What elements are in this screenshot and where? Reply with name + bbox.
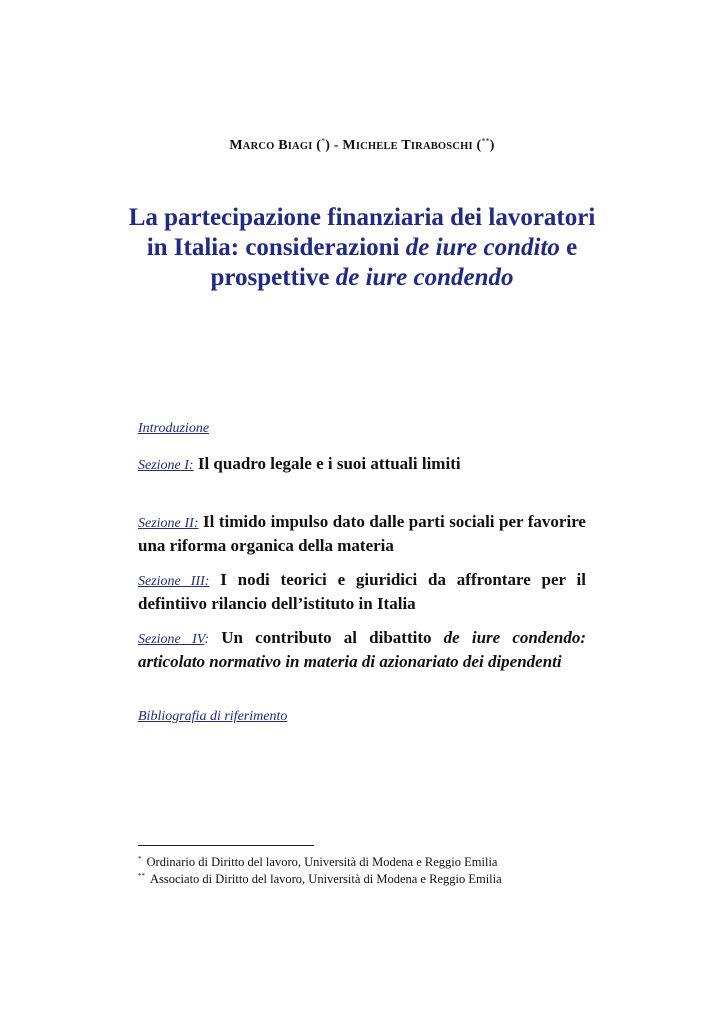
sezione-1-title: Il quadro legale e i suoi attuali limiti — [193, 454, 461, 473]
sezione-4-title-italic: de iure condendo: articolato normativo in materia di azionariato dei dipendenti — [138, 628, 587, 671]
title-line-2-plain: in Italia: considerazioni — [146, 234, 406, 261]
footnote-1 — [138, 854, 598, 871]
sezione-3-link[interactable]: Sezione III: — [138, 574, 210, 589]
author1-last-initial: B — [278, 138, 288, 153]
author2-first-rest: ICHELE — [355, 141, 398, 152]
title-line-1: La partecipazione finanziaria dei lavoratori — [128, 204, 596, 231]
footnote-2-marker: ** — [138, 871, 145, 880]
toc-section-4 — [138, 627, 586, 674]
title-line-3 — [110, 263, 614, 293]
author1-marker-close: ) — [325, 138, 331, 153]
toc-section-2 — [138, 511, 586, 558]
author2-first-initial: M — [342, 138, 356, 153]
authors-separator: - — [330, 138, 343, 153]
sezione-2-link[interactable]: Sezione II: — [138, 516, 199, 531]
title-line-3-plain: prospettive — [210, 264, 336, 291]
document-title — [110, 203, 614, 293]
sezione-3-title: I nodi teorici e giuridici da affrontare per il defintiivo rilancio dell’istituto in Italia — [138, 570, 586, 613]
bibliografia-link[interactable]: Bibliografia di riferimento — [138, 709, 288, 724]
author1-last-rest: IAGI — [287, 141, 313, 152]
toc-section-1 — [138, 454, 586, 474]
author2-marker-close: ) — [489, 138, 495, 153]
author1-first-initial: M — [229, 138, 243, 153]
author1-marker-open: ( — [312, 138, 322, 153]
author1-first-rest: ARCO — [242, 141, 275, 152]
author2-marker-open: ( — [472, 138, 482, 153]
sezione-4-colon: : — [204, 632, 210, 647]
title-line-2 — [110, 233, 614, 263]
footnote-1-text: Ordinario di Diritto del lavoro, Università di Modena e Reggio Emilia — [146, 855, 498, 869]
toc-section-3 — [138, 569, 586, 616]
title-line-2-italic: de iure condito — [405, 234, 560, 261]
footnote-2 — [138, 871, 598, 888]
sezione-1-link[interactable]: Sezione I: — [138, 458, 194, 473]
sezione-4-link[interactable]: Sezione IV — [138, 632, 205, 647]
author2-last-initial: T — [401, 138, 411, 153]
sezione-2-title: Il timido impulso dato dalle parti sociali per favorire una riforma organica della materia — [138, 512, 586, 555]
footnote-separator — [138, 845, 314, 846]
author1-footnote-marker: * — [321, 136, 326, 146]
author2-last-rest: IRABOSCHI — [410, 141, 473, 152]
footnotes — [138, 854, 598, 888]
introduzione-link[interactable]: Introduzione — [138, 421, 210, 436]
title-line-2-end: e — [559, 234, 578, 261]
author2-footnote-marker: ** — [481, 136, 490, 146]
title-line-3-italic: de iure condendo — [335, 264, 514, 291]
toc-intro — [138, 419, 586, 437]
footnote-1-marker: * — [138, 854, 142, 863]
sezione-4-title-plain: Un contributo al dibattito — [209, 628, 444, 647]
authors-line — [0, 138, 724, 154]
footnote-2-text: Associato di Diritto del lavoro, Università di Modena e Reggio Emilia — [150, 872, 502, 886]
toc-bibliography — [138, 707, 586, 725]
